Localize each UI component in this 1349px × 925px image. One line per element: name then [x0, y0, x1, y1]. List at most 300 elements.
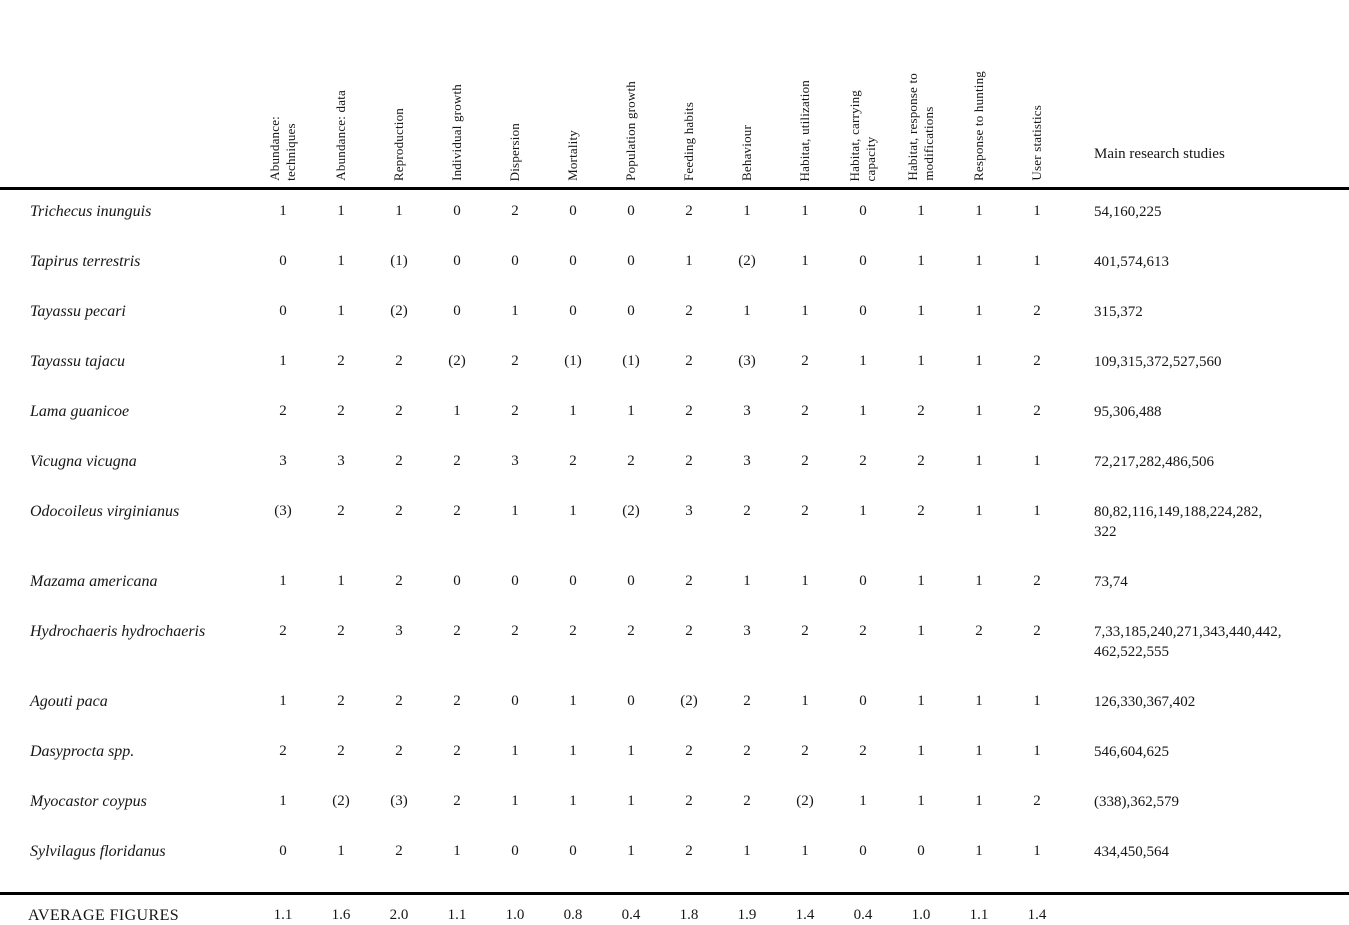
average-value-cell: 1.4 [795, 907, 815, 923]
row-values [254, 692, 1066, 712]
footer-values [254, 906, 1066, 925]
value-cell: 3 [743, 623, 751, 639]
value-cell: (2) [796, 793, 814, 809]
studies-cell [1066, 842, 1349, 862]
value-cell: 2 [743, 503, 751, 519]
value-cell: 2 [685, 203, 693, 219]
value-cell: (3) [390, 793, 408, 809]
column-header-cell [776, 0, 834, 187]
value-cell: 1 [279, 203, 287, 219]
value-cell: 3 [395, 623, 403, 639]
value-cell: 3 [743, 453, 751, 469]
value-cell: 2 [685, 793, 693, 809]
value-cell: 2 [1033, 303, 1041, 319]
value-cell: 1 [627, 403, 635, 419]
column-header-cell [602, 0, 660, 187]
average-row-label: AVERAGE FIGURES [28, 907, 180, 924]
value-cell: 1 [337, 573, 345, 589]
value-cell: 2 [395, 403, 403, 419]
row-values [254, 742, 1066, 762]
value-cell: 1 [569, 503, 577, 519]
value-cell: 1 [511, 793, 519, 809]
value-cell: 2 [1033, 623, 1041, 639]
average-value-cell: 1.1 [447, 907, 467, 923]
column-header-rotated-label: Population growth [623, 81, 638, 181]
value-cell: 2 [685, 743, 693, 759]
value-cell: 0 [859, 203, 867, 219]
value-cell: 1 [975, 693, 983, 709]
value-cell: 1 [1033, 503, 1041, 519]
value-cell: 1 [975, 353, 983, 369]
value-cell: 0 [569, 843, 577, 859]
value-cell: 1 [801, 843, 809, 859]
value-cell: 1 [1033, 843, 1041, 859]
column-header-rotated-label: Habitat, carrying capacity [847, 89, 878, 181]
value-cell: 2 [801, 743, 809, 759]
column-header-rotated-label: User statistics [1029, 105, 1044, 181]
value-cell: 2 [395, 573, 403, 589]
species-name: Tayassu tajacu [30, 353, 125, 370]
value-cell: 1 [627, 743, 635, 759]
value-cell: 1 [917, 793, 925, 809]
value-cell: 0 [511, 573, 519, 589]
value-cell: 0 [859, 573, 867, 589]
table-row [0, 252, 1349, 272]
value-cell: 1 [1033, 693, 1041, 709]
studies-cell [1066, 302, 1349, 322]
average-value-cell: 2.0 [389, 907, 409, 923]
column-header-rotated-label: Abundance: techniques [267, 116, 298, 181]
value-cell: 2 [917, 403, 925, 419]
value-cell: 2 [511, 403, 519, 419]
average-value-cell: 1.1 [969, 907, 989, 923]
value-cell: 0 [859, 253, 867, 269]
value-cell: 0 [569, 203, 577, 219]
value-cell: 2 [279, 403, 287, 419]
value-cell: 2 [1033, 403, 1041, 419]
average-value-cell: 0.8 [563, 907, 583, 923]
value-cell: 3 [337, 453, 345, 469]
column-header-cell [544, 0, 602, 187]
species-name: Dasyprocta spp. [30, 743, 135, 760]
value-cell: 2 [801, 353, 809, 369]
value-cell: 1 [511, 503, 519, 519]
value-cell: 3 [743, 403, 751, 419]
value-cell: 0 [917, 843, 925, 859]
column-header-cell [254, 0, 312, 187]
value-cell: 1 [917, 573, 925, 589]
species-name: Hydrochaeris hydrochaeris [30, 623, 206, 640]
value-cell: (2) [680, 693, 698, 709]
value-cell: (3) [738, 353, 756, 369]
table-row [0, 302, 1349, 322]
table-header-row [0, 0, 1349, 187]
value-cell: 2 [453, 793, 461, 809]
value-cell: 2 [627, 623, 635, 639]
average-value-cell: 1.6 [331, 907, 351, 923]
value-cell: 2 [337, 353, 345, 369]
column-header-cell [892, 0, 950, 187]
row-values [254, 792, 1066, 812]
studies-line: (338),362,579 [1094, 794, 1179, 810]
species-name: Agouti paca [30, 693, 108, 710]
value-cell: 1 [395, 203, 403, 219]
table-row [0, 202, 1349, 222]
row-values [254, 452, 1066, 472]
value-cell: 1 [917, 693, 925, 709]
species-name: Myocastor coypus [30, 793, 147, 810]
value-cell: 2 [801, 403, 809, 419]
value-cell: 0 [859, 693, 867, 709]
value-cell: 2 [1033, 573, 1041, 589]
studies-line: 546,604,625 [1094, 744, 1169, 760]
species-name: Tapirus terrestris [30, 253, 141, 270]
value-cell: 2 [511, 623, 519, 639]
row-values [254, 302, 1066, 322]
value-cell: (1) [564, 353, 582, 369]
average-value-cell: 1.8 [679, 907, 699, 923]
value-cell: 1 [917, 203, 925, 219]
value-cell: 1 [453, 843, 461, 859]
value-cell: (1) [622, 353, 640, 369]
value-cell: 1 [279, 693, 287, 709]
value-cell: 1 [801, 203, 809, 219]
value-cell: 1 [569, 743, 577, 759]
species-name: Odocoileus virginianus [30, 503, 180, 520]
studies-line: 72,217,282,486,506 [1094, 454, 1214, 470]
value-cell: 1 [975, 573, 983, 589]
species-name: Vicugna vicugna [30, 453, 137, 470]
column-header-cell [370, 0, 428, 187]
column-header-rotated-label: Habitat, response to modifications [905, 73, 936, 181]
value-cell: 1 [743, 203, 751, 219]
value-cell: 1 [975, 793, 983, 809]
value-cell: 1 [569, 793, 577, 809]
value-cell: 1 [975, 403, 983, 419]
table-row [0, 692, 1349, 712]
column-header-rotated-label: Response to hunting [971, 71, 986, 181]
value-cell: 2 [801, 623, 809, 639]
value-cell: 1 [801, 253, 809, 269]
value-cell: 0 [453, 203, 461, 219]
value-cell: 1 [337, 203, 345, 219]
average-value-cell: 1.9 [737, 907, 757, 923]
value-cell: 2 [975, 623, 983, 639]
value-cell: (3) [274, 503, 292, 519]
value-cell: 2 [685, 403, 693, 419]
value-cell: 2 [569, 623, 577, 639]
value-cell: 0 [569, 303, 577, 319]
row-values [254, 842, 1066, 862]
studies-line: 401,574,613 [1094, 254, 1169, 270]
value-cell: 2 [337, 503, 345, 519]
table-row [0, 792, 1349, 812]
column-header-rotated-label: Dispersion [507, 122, 522, 181]
value-cell: 2 [627, 453, 635, 469]
column-header-cell [486, 0, 544, 187]
value-cell: 0 [453, 303, 461, 319]
studies-line: 54,160,225 [1094, 204, 1162, 220]
value-cell: (1) [390, 253, 408, 269]
studies-cell [1066, 402, 1349, 422]
value-headers [254, 0, 1066, 187]
value-cell: 2 [395, 453, 403, 469]
value-cell: 0 [511, 693, 519, 709]
value-cell: 1 [453, 403, 461, 419]
table-row [0, 622, 1349, 662]
value-cell: 2 [395, 843, 403, 859]
table-body [0, 190, 1349, 862]
value-cell: 2 [685, 303, 693, 319]
value-cell: 1 [975, 453, 983, 469]
column-header-rotated-label: Abundance: data [333, 90, 348, 181]
value-cell: (2) [738, 253, 756, 269]
row-values [254, 202, 1066, 222]
value-cell: 2 [917, 503, 925, 519]
value-cell: 2 [743, 743, 751, 759]
studies-cell [1066, 622, 1349, 662]
value-cell: 1 [917, 623, 925, 639]
value-cell: 0 [279, 253, 287, 269]
row-values [254, 402, 1066, 422]
table-row [0, 502, 1349, 542]
value-cell: 1 [279, 353, 287, 369]
value-cell: 1 [627, 793, 635, 809]
average-row [0, 895, 1349, 925]
average-value-cell: 1.0 [911, 907, 931, 923]
species-column-spacer [0, 0, 254, 187]
value-cell: 2 [337, 623, 345, 639]
value-cell: 0 [859, 843, 867, 859]
value-cell: (2) [448, 353, 466, 369]
value-cell: 1 [975, 503, 983, 519]
studies-cell [1066, 252, 1349, 272]
column-header-rotated-label: Behaviour [739, 125, 754, 181]
value-cell: 0 [627, 693, 635, 709]
value-cell: 2 [453, 743, 461, 759]
value-cell: 1 [569, 693, 577, 709]
average-value-cell: 0.4 [853, 907, 873, 923]
value-cell: 1 [859, 403, 867, 419]
value-cell: 1 [1033, 203, 1041, 219]
value-cell: 3 [511, 453, 519, 469]
value-cell: (2) [622, 503, 640, 519]
row-values [254, 572, 1066, 592]
studies-line: 109,315,372,527,560 [1094, 354, 1222, 370]
value-cell: 2 [395, 503, 403, 519]
studies-cell [1066, 572, 1349, 592]
value-cell: 1 [975, 203, 983, 219]
column-header-rotated-label: Individual growth [449, 84, 464, 181]
value-cell: 1 [511, 303, 519, 319]
value-cell: 1 [627, 843, 635, 859]
value-cell: 1 [801, 303, 809, 319]
table-row [0, 402, 1349, 422]
value-cell: 0 [627, 203, 635, 219]
value-cell: 2 [395, 353, 403, 369]
row-values [254, 502, 1066, 542]
value-cell: 1 [1033, 743, 1041, 759]
studies-cell [1066, 692, 1349, 712]
average-value-cell: 1.0 [505, 907, 525, 923]
value-cell: 2 [395, 743, 403, 759]
studies-column-header: Main research studies [1094, 146, 1225, 162]
value-cell: 0 [569, 253, 577, 269]
value-cell: 1 [917, 353, 925, 369]
studies-line: 126,330,367,402 [1094, 694, 1196, 710]
value-cell: 1 [859, 793, 867, 809]
value-cell: 2 [685, 843, 693, 859]
species-name: Lama guanicoe [30, 403, 130, 420]
value-cell: 2 [337, 403, 345, 419]
value-cell: 2 [1033, 793, 1041, 809]
column-header-rotated-label: Habitat, utilization [797, 79, 812, 181]
studies-cell [1066, 792, 1349, 812]
studies-line: 434,450,564 [1094, 844, 1169, 860]
value-cell: 1 [859, 353, 867, 369]
value-cell: 2 [743, 793, 751, 809]
value-cell: 2 [453, 503, 461, 519]
value-cell: 1 [337, 253, 345, 269]
value-cell: 3 [279, 453, 287, 469]
value-cell: 0 [627, 303, 635, 319]
species-name: Trichecus inunguis [30, 203, 152, 220]
value-cell: 0 [279, 843, 287, 859]
studies-cell [1066, 352, 1349, 372]
column-header-rotated-label: Reproduction [391, 107, 406, 181]
value-cell: 1 [801, 693, 809, 709]
value-cell: 1 [975, 303, 983, 319]
value-cell: 0 [453, 253, 461, 269]
studies-line: 73,74 [1094, 574, 1128, 590]
studies-cell [1066, 742, 1349, 762]
table-row [0, 352, 1349, 372]
studies-line: 322 [1094, 524, 1117, 540]
column-header-cell [1008, 0, 1066, 187]
value-cell: 1 [511, 743, 519, 759]
value-cell: 2 [801, 453, 809, 469]
value-cell: 0 [453, 573, 461, 589]
value-cell: 2 [685, 623, 693, 639]
value-cell: 2 [337, 693, 345, 709]
value-cell: 1 [685, 253, 693, 269]
value-cell: 2 [511, 353, 519, 369]
average-studies-empty [1066, 906, 1349, 925]
value-cell: 2 [453, 453, 461, 469]
value-cell: 2 [859, 743, 867, 759]
value-cell: (2) [332, 793, 350, 809]
value-cell: 1 [279, 573, 287, 589]
column-header-cell [428, 0, 486, 187]
value-cell: 3 [685, 503, 693, 519]
value-cell: 2 [279, 623, 287, 639]
species-name: Mazama americana [30, 573, 158, 590]
studies-cell [1066, 502, 1349, 542]
studies-line: 7,33,185,240,271,343,440,442, [1094, 624, 1282, 640]
column-header-cell [950, 0, 1008, 187]
column-header-cell [834, 0, 892, 187]
value-cell: 1 [569, 403, 577, 419]
average-value-cell: 1.4 [1027, 907, 1047, 923]
value-cell: 1 [917, 253, 925, 269]
row-values [254, 352, 1066, 372]
value-cell: 1 [743, 303, 751, 319]
value-cell: 2 [801, 503, 809, 519]
table-row [0, 742, 1349, 762]
species-name: Sylvilagus floridanus [30, 843, 166, 860]
studies-cell [1066, 202, 1349, 222]
value-cell: 1 [801, 573, 809, 589]
column-header-cell [660, 0, 718, 187]
value-cell: 2 [279, 743, 287, 759]
studies-line: 315,372 [1094, 304, 1143, 320]
row-values [254, 252, 1066, 272]
value-cell: 1 [859, 503, 867, 519]
studies-line: 95,306,488 [1094, 404, 1162, 420]
value-cell: 0 [569, 573, 577, 589]
value-cell: 1 [975, 743, 983, 759]
value-cell: 0 [511, 253, 519, 269]
value-cell: 1 [743, 843, 751, 859]
value-cell: 1 [1033, 453, 1041, 469]
value-cell: 0 [627, 253, 635, 269]
average-value-cell: 1.1 [273, 907, 293, 923]
value-cell: 2 [337, 743, 345, 759]
value-cell: 0 [279, 303, 287, 319]
value-cell: 0 [627, 573, 635, 589]
value-cell: 2 [685, 573, 693, 589]
value-cell: 2 [917, 453, 925, 469]
table-row [0, 452, 1349, 472]
row-values [254, 622, 1066, 662]
studies-line: 462,522,555 [1094, 644, 1169, 660]
value-cell: 2 [569, 453, 577, 469]
value-cell: 1 [337, 303, 345, 319]
value-cell: 2 [453, 693, 461, 709]
table-row [0, 842, 1349, 862]
value-cell: 2 [859, 453, 867, 469]
value-cell: (2) [390, 303, 408, 319]
value-cell: 2 [511, 203, 519, 219]
value-cell: 2 [859, 623, 867, 639]
value-cell: 1 [743, 573, 751, 589]
value-cell: 2 [453, 623, 461, 639]
value-cell: 2 [685, 453, 693, 469]
value-cell: 1 [975, 843, 983, 859]
column-header-rotated-label: Feeding habits [681, 102, 696, 181]
value-cell: 1 [917, 303, 925, 319]
value-cell: 1 [1033, 253, 1041, 269]
column-header-cell [718, 0, 776, 187]
value-cell: 0 [511, 843, 519, 859]
value-cell: 2 [743, 693, 751, 709]
studies-cell [1066, 452, 1349, 472]
species-name: Tayassu pecari [30, 303, 126, 320]
value-cell: 2 [395, 693, 403, 709]
value-cell: 1 [337, 843, 345, 859]
value-cell: 2 [1033, 353, 1041, 369]
column-header-cell [312, 0, 370, 187]
value-cell: 1 [917, 743, 925, 759]
value-cell: 1 [975, 253, 983, 269]
value-cell: 1 [279, 793, 287, 809]
column-header-rotated-label: Mortality [565, 130, 580, 181]
average-value-cell: 0.4 [621, 907, 641, 923]
table-row [0, 572, 1349, 592]
value-cell: 0 [859, 303, 867, 319]
value-cell: 2 [685, 353, 693, 369]
studies-line: 80,82,116,149,188,224,282, [1094, 504, 1263, 520]
